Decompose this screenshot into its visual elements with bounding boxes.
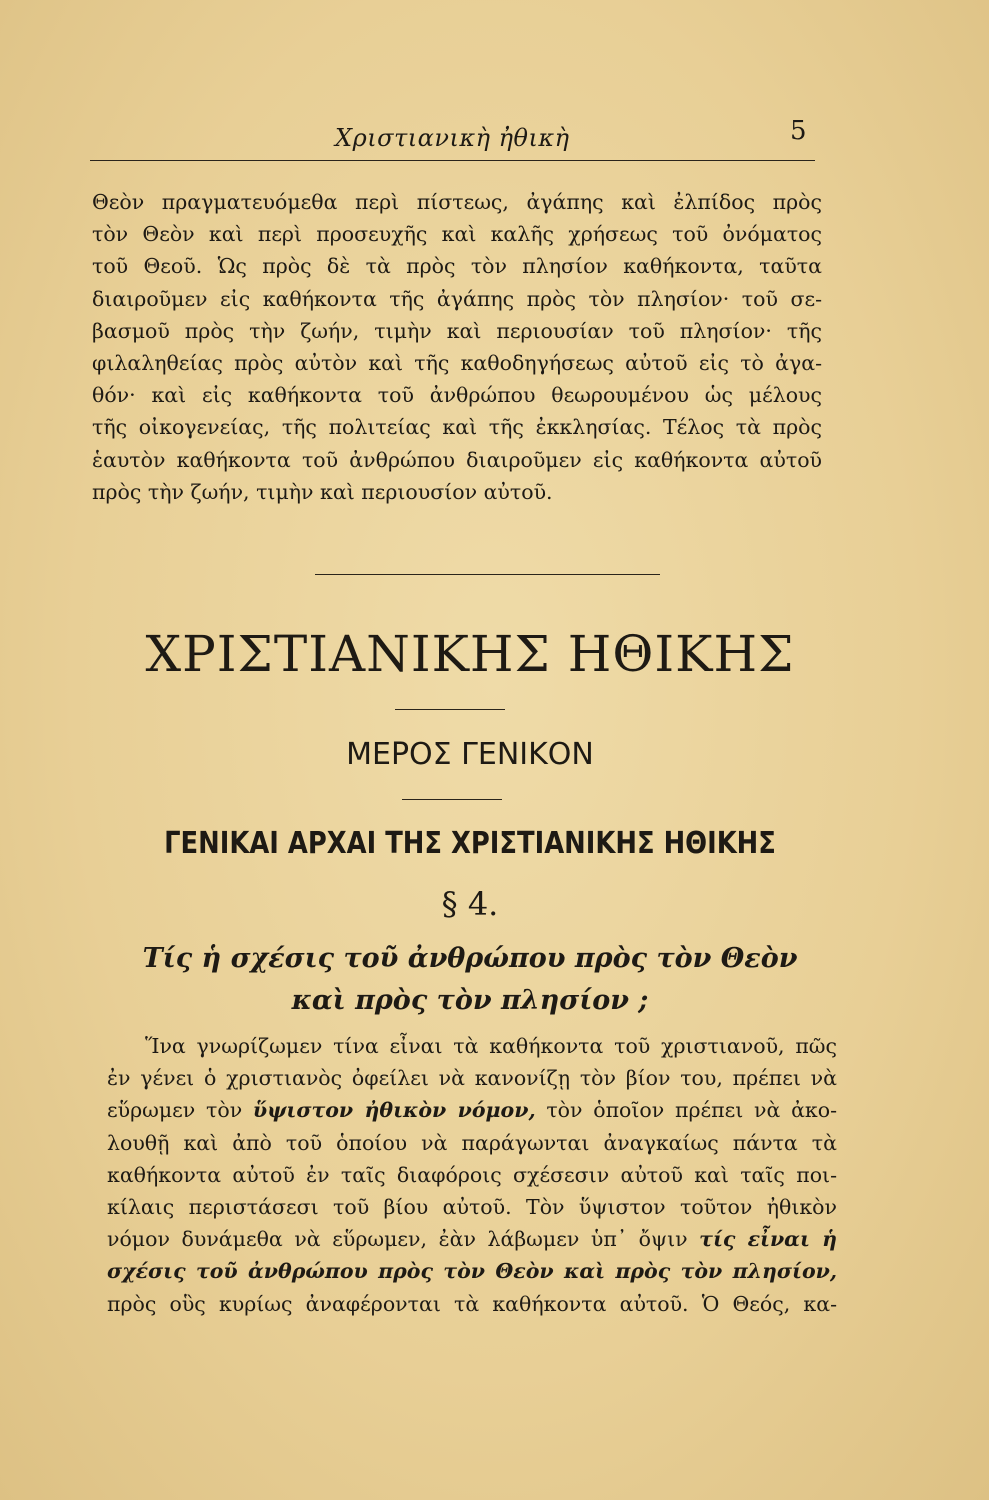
header-rule bbox=[90, 160, 815, 161]
text-line: Θεὸν πραγματευόμεθα περὶ πίστεως, ἀγάπης καὶ ἐλπίδος πρὸς bbox=[92, 190, 822, 214]
question-line: καὶ πρὸς τὸν πλησίον ; bbox=[291, 985, 649, 1016]
running-title: Χριστιανικὴ ἠθικὴ bbox=[335, 124, 570, 152]
text-line: καθήκοντα αὐτοῦ ἐν ταῖς διαφόροις σχέσεσιν αὐτοῦ καὶ ταῖς ποι- bbox=[107, 1162, 837, 1187]
body-paragraph bbox=[107, 1030, 837, 1320]
page-number: 5 bbox=[790, 116, 807, 146]
text-line: βασμοῦ πρὸς τὴν ζωήν, τιμὴν καὶ περιουσίαν τοῦ πλησίον· τῆς bbox=[92, 318, 822, 343]
text-line: πρὸς οὓς κυρίως ἀναφέρονται τὰ καθήκοντα αὐτοῦ. Ὁ Θεός, κα- bbox=[107, 1291, 837, 1316]
text-line: τῆς οἰκογενείας, τῆς πολιτείας καὶ τῆς ἐκκλησίας. Τέλος τὰ πρὸς bbox=[92, 415, 822, 440]
question-line: Τίς ἡ σχέσις τοῦ ἀνθρώπου πρὸς τὸν Θεὸν bbox=[142, 943, 798, 974]
text-line: κίλαις περιστάσεσι τοῦ βίου αὐτοῦ. Τὸν ὕψιστον τοῦτον ἠθικὸν bbox=[107, 1195, 837, 1220]
title-rule bbox=[395, 709, 505, 710]
text-line: τὸν Θεὸν καὶ περὶ προσευχῆς καὶ καλῆς χρήσεως τοῦ ὀνόματος bbox=[92, 222, 822, 247]
section-number: § 4. bbox=[441, 885, 499, 923]
title-rule bbox=[402, 799, 502, 800]
text-line: τοῦ Θεοῦ. Ὡς πρὸς δὲ τὰ πρὸς τὸν πλησίον καθήκοντα, ταῦτα bbox=[92, 254, 822, 279]
text-line: πρὸς τὴν ζωήν, τιμὴν καὶ περιουσίον αὐτοῦ. bbox=[92, 479, 553, 504]
text-line: Ἵνα γνωρίζωμεν τίνα εἶναι τὰ καθήκοντα τοῦ χριστιανοῦ, πῶς bbox=[145, 1034, 837, 1058]
text-line: φιλαληθείας πρὸς αὐτὸν καὶ τῆς καθοδηγήσεως αὐτοῦ εἰς τὸ ἀγα- bbox=[92, 351, 822, 376]
text-line: λουθῇ καὶ ἀπὸ τοῦ ὁποίου νὰ παράγωνται ἀναγκαίως πάντα τὰ bbox=[107, 1130, 837, 1155]
text-line: ἑαυτὸν καθήκοντα τοῦ ἀνθρώπου διαιροῦμεν εἰς καθήκοντα αὐτοῦ bbox=[92, 447, 822, 472]
text-line: θόν· καὶ εἰς καθήκοντα τοῦ ἀνθρώπου θεωρουμένου ὡς μέλους bbox=[92, 383, 822, 408]
part-title: ΜΕΡΟΣ ΓΕΝΙΚΟΝ bbox=[346, 737, 594, 772]
chapter-title: ΓΕΝΙΚΑΙ ΑΡΧΑΙ ΤΗΣ ΧΡΙΣΤΙΑΝΙΚΗΣ ΗΘΙΚΗΣ bbox=[164, 826, 776, 861]
text-line: ἐν γένει ὁ χριστιανὸς ὀφείλει νὰ κανονίζῃ τὸν βίον του, πρέπει νὰ bbox=[107, 1066, 837, 1091]
text-line bbox=[107, 1223, 837, 1255]
text-run: εὕρωμεν τὸν bbox=[107, 1098, 253, 1123]
main-title: ΧΡΙΣΤΙΑΝΙΚΗΣ ΗΘΙΚΗΣ bbox=[145, 625, 795, 683]
intro-paragraph bbox=[92, 186, 822, 508]
section-question bbox=[0, 938, 940, 1022]
emphasis-text: τίς εἶναι ἡ bbox=[699, 1227, 837, 1252]
text-line bbox=[107, 1094, 837, 1126]
section-divider bbox=[315, 574, 660, 575]
text-run: τὸν ὁποῖον πρέπει νὰ ἀκο- bbox=[535, 1098, 837, 1123]
text-line: διαιροῦμεν εἰς καθήκοντα τῆς ἀγάπης πρὸς τὸν πλησίον· τοῦ σε- bbox=[92, 286, 822, 311]
text-run: νόμον δυνάμεθα νὰ εὕρωμεν, ἐὰν λάβωμεν ὑπ᾿ ὄψιν bbox=[107, 1227, 700, 1252]
emphasis-line: σχέσις τοῦ ἀνθρώπου πρὸς τὸν Θεὸν καὶ πρὸς τὸν πλησίον, bbox=[107, 1259, 837, 1284]
emphasis-text: ὕψιστον ἠθικὸν νόμον, bbox=[252, 1098, 536, 1123]
